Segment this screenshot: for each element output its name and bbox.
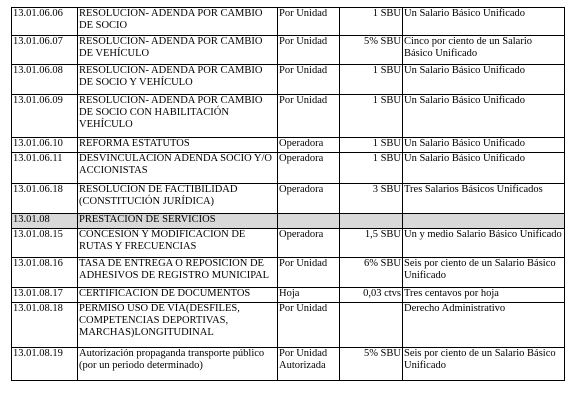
unit-cell: Hoja	[278, 288, 340, 303]
unit-cell	[278, 214, 340, 229]
table-row	[12, 288, 565, 303]
concept-cell: RESOLUCIÓN- ADENDA POR CAMBIO DE SOCIO	[78, 8, 278, 36]
unit-cell: Por Unidad Autorizada	[278, 348, 340, 381]
concept-cell: PERMISO USO DE VÍA(DESFILES, COMPETENCIAS DEPORTIVAS, MARCHAS)LONGITUDINAL	[78, 303, 278, 348]
concept-cell: DESVINCULACIÓN ADENDA SOCIO Y/O ACCIONISTAS	[78, 153, 278, 184]
tariff-table-body	[12, 8, 565, 381]
amount-cell: 1 SBU	[340, 153, 403, 184]
amount-cell: 1,5 SBU	[340, 229, 403, 258]
unit-cell: Operadora	[278, 184, 340, 214]
description-cell	[403, 214, 565, 229]
description-cell: Tres centavos por hoja	[403, 288, 565, 303]
concept-cell: RESOLUCIÓN DE FACTIBILIDAD (CONSTITUCIÓN JURÍDICA)	[78, 184, 278, 214]
description-cell: Un Salario Básico Unificado	[403, 65, 565, 95]
code-cell: 13.01.06.11	[12, 153, 78, 184]
description-cell: Un y medio Salario Básico Unificado	[403, 229, 565, 258]
tariff-table	[11, 7, 565, 381]
description-cell: Un Salario Básico Unificado	[403, 95, 565, 138]
concept-cell: CERTIFICACIÓN DE DOCUMENTOS	[78, 288, 278, 303]
amount-cell: 1 SBU	[340, 65, 403, 95]
amount-cell	[340, 214, 403, 229]
concept-cell: REFORMA ESTATUTOS	[78, 138, 278, 153]
code-cell: 13.01.08.17	[12, 288, 78, 303]
description-cell: Un Salario Básico Unificado	[403, 153, 565, 184]
code-cell: 13.01.06.10	[12, 138, 78, 153]
code-cell: 13.01.08.16	[12, 258, 78, 288]
table-row	[12, 8, 565, 36]
table-row	[12, 184, 565, 214]
amount-cell	[340, 303, 403, 348]
description-cell: Tres Salarios Básicos Unificados	[403, 184, 565, 214]
table-row	[12, 95, 565, 138]
amount-cell: 1 SBU	[340, 138, 403, 153]
table-row	[12, 303, 565, 348]
table-row	[12, 153, 565, 184]
amount-cell: 6% SBU	[340, 258, 403, 288]
concept-cell: CONCESIÓN Y MODIFICACIÓN DE RUTAS Y FRECUENCIAS	[78, 229, 278, 258]
unit-cell: Por Unidad	[278, 65, 340, 95]
concept-cell: Autorización propaganda transporte público (por un periodo determinado)	[78, 348, 278, 381]
unit-cell: Por Unidad	[278, 258, 340, 288]
code-cell: 13.01.06.08	[12, 65, 78, 95]
amount-cell: 1 SBU	[340, 8, 403, 36]
code-cell: 13.01.06.09	[12, 95, 78, 138]
unit-cell: Por Unidad	[278, 8, 340, 36]
code-cell: 13.01.06.18	[12, 184, 78, 214]
table-row	[12, 138, 565, 153]
code-cell: 13.01.08.19	[12, 348, 78, 381]
amount-cell: 3 SBU	[340, 184, 403, 214]
description-cell: Seis por ciento de un Salario Básico Unificado	[403, 258, 565, 288]
concept-cell: TASA DE ENTREGA O REPOSICIÓN DE ADHESIVOS DE REGISTRO MUNICIPAL	[78, 258, 278, 288]
unit-cell: Operadora	[278, 229, 340, 258]
concept-cell: RESOLUCIÓN- ADENDA POR CAMBIO DE SOCIO Y VEHÍCULO	[78, 65, 278, 95]
table-row	[12, 258, 565, 288]
description-cell: Derecho Administrativo	[403, 303, 565, 348]
table-row	[12, 65, 565, 95]
table-row	[12, 348, 565, 381]
unit-cell: Por Unidad	[278, 36, 340, 65]
concept-cell: PRESTACIÓN DE SERVICIOS	[78, 214, 278, 229]
amount-cell: 5% SBU	[340, 36, 403, 65]
table-row	[12, 229, 565, 258]
code-cell: 13.01.06.07	[12, 36, 78, 65]
code-cell: 13.01.08.15	[12, 229, 78, 258]
amount-cell: 0,03 ctvs	[340, 288, 403, 303]
unit-cell: Por Unidad	[278, 95, 340, 138]
amount-cell: 1 SBU	[340, 95, 403, 138]
code-cell: 13.01.08	[12, 214, 78, 229]
description-cell: Un Salario Básico Unificado	[403, 138, 565, 153]
description-cell: Seis por ciento de un Salario Básico Unificado	[403, 348, 565, 381]
unit-cell: Operadora	[278, 153, 340, 184]
unit-cell: Por Unidad	[278, 303, 340, 348]
concept-cell: RESOLUCIÓN- ADENDA POR CAMBIO DE VEHÍCULO	[78, 36, 278, 65]
section-row	[12, 214, 565, 229]
amount-cell: 5% SBU	[340, 348, 403, 381]
concept-cell: RESOLUCIÓN- ADENDA POR CAMBIO DE SOCIO CON HABILITACIÓN VEHÍCULO	[78, 95, 278, 138]
table-row	[12, 36, 565, 65]
description-cell: Un Salario Básico Unificado	[403, 8, 565, 36]
code-cell: 13.01.08.18	[12, 303, 78, 348]
code-cell: 13.01.06.06	[12, 8, 78, 36]
description-cell: Cinco por ciento de un Salario Básico Unificado	[403, 36, 565, 65]
unit-cell: Operadora	[278, 138, 340, 153]
